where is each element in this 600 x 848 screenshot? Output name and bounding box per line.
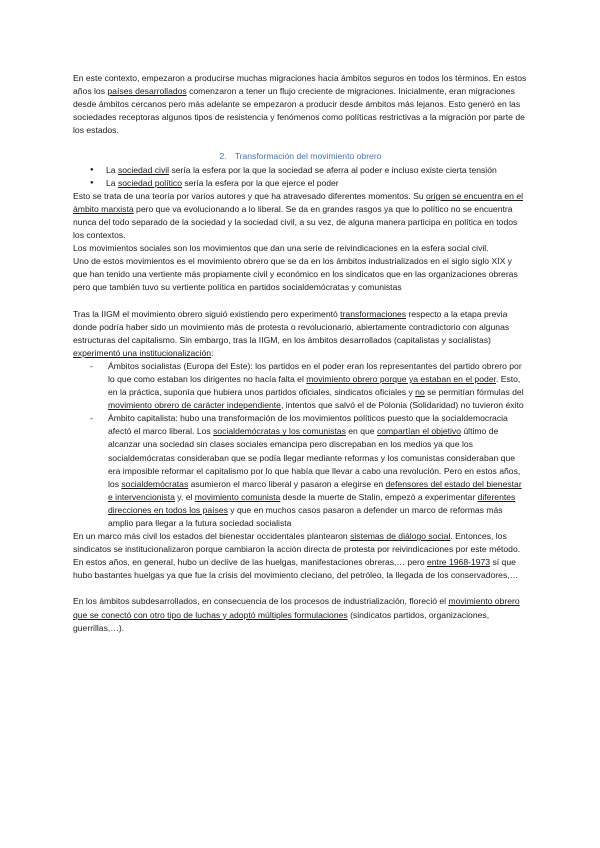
underlined-text: movimiento obrero de carácter independiente	[108, 400, 281, 411]
bullet-list	[73, 164, 528, 190]
underlined-text: diferentes direcciones en todos los países	[108, 491, 516, 515]
document-page	[73, 72, 528, 635]
paragraph-migraciones	[73, 72, 528, 137]
text-run: Los movimientos sociales son los movimientos que dan una serie de reivindicaciones en la esfera social civil.	[73, 243, 489, 254]
text-run: La	[106, 164, 118, 175]
underlined-text: socialdemócratas	[121, 478, 189, 489]
text-run: desde la muerte de Stalin, empezó a experimentar	[280, 491, 478, 502]
paragraph-dialogo-social	[73, 530, 528, 582]
text-run: Esto se trata de una teoría por varios autores y que ha atravesado diferentes momentos. Su	[73, 190, 427, 201]
text-run: y, el	[174, 491, 195, 502]
text-run: En un marco más civil los estados del bienestar occidentales plantearon	[73, 531, 351, 542]
paragraph-movimientos-sociales	[73, 242, 528, 255]
text-run: Ámbitos socialistas (Europa del Este): los partidos en el poder eran los representantes del partido obrero por lo que como estaban los dirigentes no hacía falta el	[108, 360, 522, 384]
text-run: En los ámbitos subdesarrollados, en consecuencia de los procesos de industrialización, floreció el	[73, 596, 449, 607]
text-run: (sindicatos partidos, organizaciones, guerrillas,…).	[73, 609, 490, 633]
underlined-text: origen se encuentra en el ámbito marxista	[73, 190, 524, 214]
text-run: último de alcanzar una sociedad sin clases sociales emancipa pero discrepaban en los medios ya que los socialdemócratas consideraban que se podía llegar mediante reformas y los comunistas consideraban que era imposible reformar el capitalismo por lo que había que llevar a cabo una revolución. Pero en estos años, los	[108, 426, 521, 489]
text-run: asumieron el marco liberal y pasaron a elegirse en	[188, 478, 386, 489]
text-run: sería la esfera por la que la sociedad se aferra al poder e incluso existe cierta tensión	[169, 164, 497, 175]
section-title: Transformación del movimiento obrero	[234, 151, 382, 162]
text-run: sí que hubo bastantes huelgas ya que fue la crisis del movimiento cleciano, del petróleo, la llegada de los conservadores,…	[73, 557, 519, 581]
section-number: 2.	[219, 151, 227, 162]
underlined-text: transformaciones	[340, 308, 407, 319]
text-run: La	[106, 177, 118, 188]
paragraph-teoria	[73, 190, 528, 242]
text-run: . Entonces, los sindicatos se institucionalizaron porque cambiaron la acción directa de protesta por reivindicaciones por este método. En estos años, en general, hubo un declive de las huelgas, manifestaciones obreras,… pero	[73, 531, 521, 568]
text-run: respecto a la etapa previa donde podría haber sido un movimiento más de protesta o revolucionario, abiertamente contradictorio con algunas estructuras del capitalismo. Sin embargo, tras la IIGM, en los ámbitos desarrollados (capitalistas y socialistas)	[73, 308, 510, 345]
underlined-text: experimentó una institucionalización	[73, 347, 212, 358]
dash-ambitos-socialistas	[73, 360, 528, 412]
underlined-text: sociedad civil	[117, 164, 170, 175]
underlined-text: no	[415, 387, 425, 398]
bullet-sociedad-civil	[73, 164, 528, 177]
underlined-text: compartían el objetivo	[376, 426, 462, 437]
dash-list	[73, 360, 528, 530]
text-run: , intentos que salvó el de Polonia (Solidaridad) no tuvieron éxito	[280, 400, 524, 411]
text-run: se permitían fórmulas del	[424, 387, 524, 398]
underlined-text: movimiento obrero que se conectó con otro tipo de luchas y adoptó múltiples formulaciones	[73, 596, 520, 620]
underlined-text: movimiento obrero porque ya estaban en el poder	[306, 373, 496, 384]
text-run: sería la esfera por la que ejerce el poder	[181, 177, 339, 188]
dash-ambito-capitalista	[73, 412, 528, 530]
underlined-text: socialdemócratas y los comunistas	[213, 426, 346, 437]
underlined-text: movimiento comunista	[194, 491, 281, 502]
text-run: . Esto, en la práctica, suponía que hubiera unos partidos oficiales, sindicatos oficiales y	[108, 373, 521, 398]
paragraph-movimiento-obrero	[73, 255, 528, 294]
text-run: comenzaron a tener un flujo creciente de migraciones. Inicialmente, eran migraciones desde ámbitos cercanos pero más adelante se empezaron a producir desde ámbitos más lejanos. Esto generó en las sociedades receptoras algunos tipos de resistencia y fenómenos como políticas restrictivas a la migración por parte de los estados.	[73, 86, 525, 136]
text-run: y que en muchos casos pasaron a defender un marco de reformas más amplio para llegar a la futura sociedad socialista	[108, 504, 503, 528]
text-run: :	[211, 347, 214, 358]
text-run: Uno de estos movimientos es el movimiento obrero que se da en los ámbitos industrializados en el siglo siglo XIX y que han tenido una vertiente más propiamente civil y económico en los sindicatos que en las organizaciones obreras pero que también tuvo su vertiente política en partidos socialdemócratas y comunistas	[73, 256, 518, 293]
text-run: pero que va evolucionando a lo liberal. Se da en grandes rasgos ya que lo político no se encuentra nunca del todo separado de la sociedad y la sociedad civil, a su vez, de alguna manera participa en política en todos los contextos.	[73, 203, 518, 241]
paragraph-subdesarrollados	[73, 595, 528, 634]
bullet-sociedad-politico	[73, 177, 528, 190]
text-run: en que	[345, 426, 377, 437]
underlined-text: entre 1968-1973	[427, 557, 491, 568]
section-heading	[73, 150, 528, 163]
paragraph-iigm	[73, 308, 528, 360]
text-run: Tras la IIGM el movimiento obrero siguió existiendo pero experimentó	[73, 308, 341, 319]
underlined-text: sistemas de diálogo social	[350, 531, 451, 542]
text-run: Ámbito capitalista: hubo una transformación de los movimientos políticos puesto que la socialdemocracia afectó el marco liberal. Los	[108, 413, 508, 437]
underlined-text: sociedad político	[117, 177, 182, 188]
text-run: En este contexto, empezaron a producirse muchas migraciones hacia ámbitos seguros en todos los términos. En estos años los	[73, 73, 527, 97]
underlined-text: países desarrollados	[107, 86, 187, 97]
underlined-text: defensores del estado del bienestar e intervencionista	[108, 478, 522, 502]
